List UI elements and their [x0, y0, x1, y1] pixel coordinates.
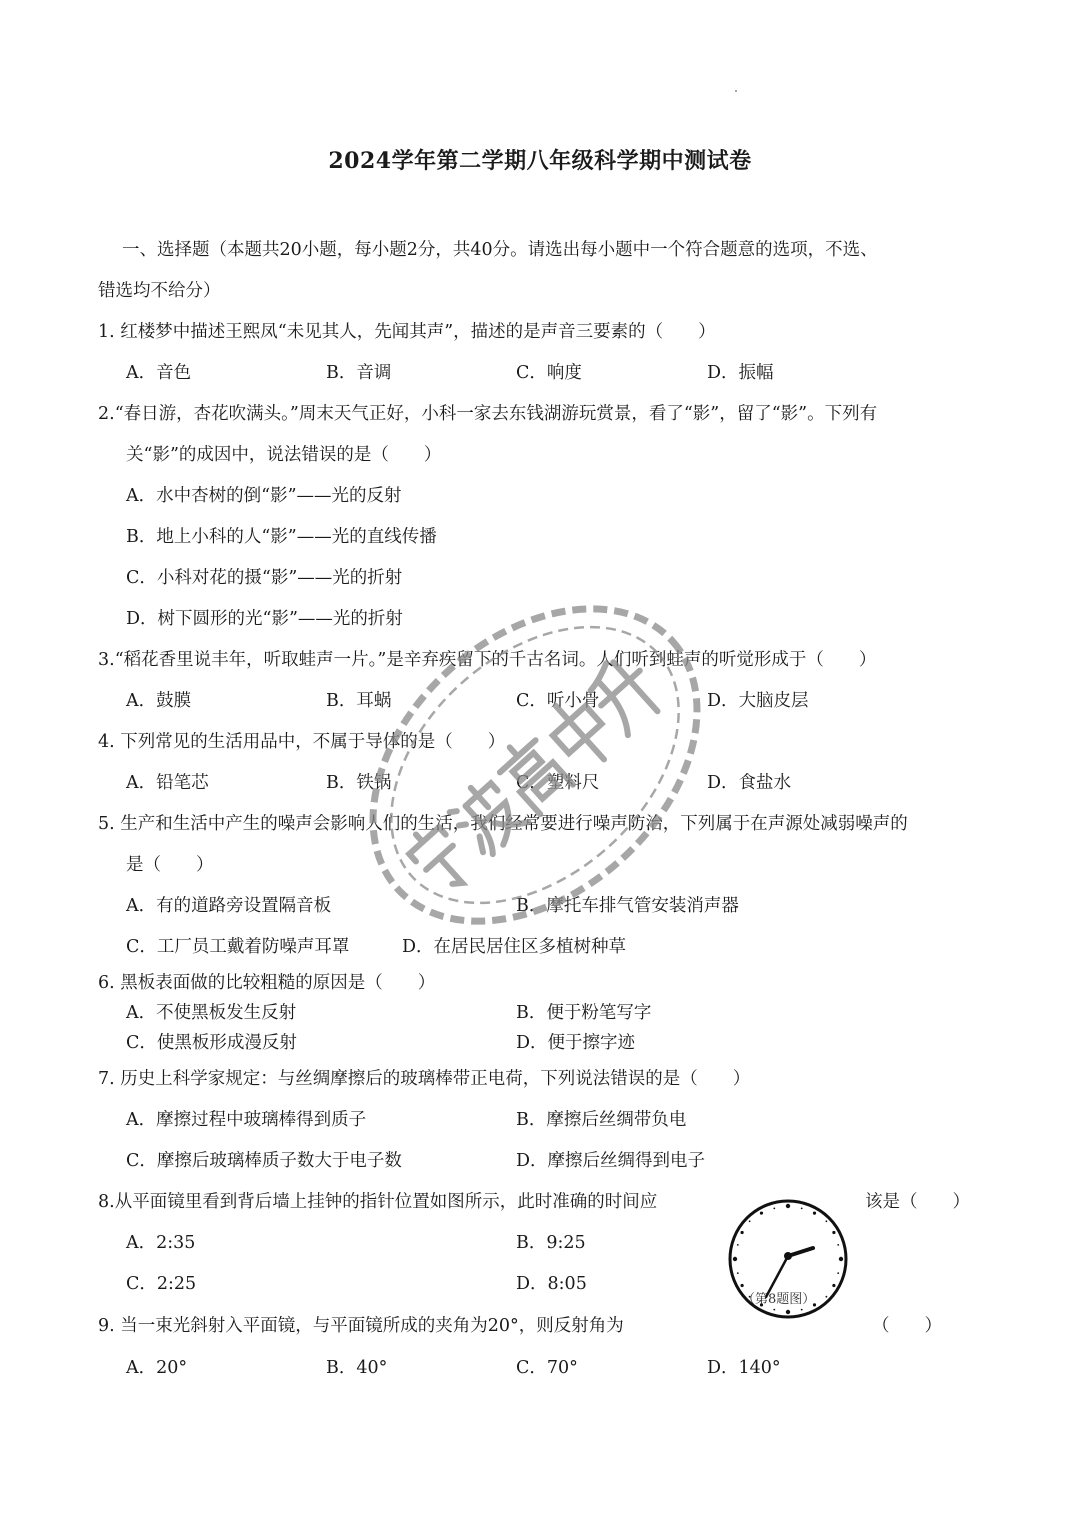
question-number: 1. — [98, 322, 115, 342]
watermark-stamp — [330, 585, 740, 945]
question-2-line-2: 关“影”的成因中，说法错误的是（ ） — [126, 445, 442, 465]
question-number: 7. — [98, 1069, 115, 1089]
section-instructions-line-2: 错选均不给分） — [98, 281, 221, 301]
option-c: C．小科对花的摄“影”——光的折射 — [126, 568, 403, 588]
option-c: C．响度 — [516, 363, 582, 383]
question-2 — [98, 402, 877, 426]
question-text: 生产和生活中产生的噪声会影响人们的生活，我们经常要进行噪声防治，下列属于在声源处减弱噪声的 — [120, 814, 908, 834]
question-text: 红楼梦中描述王熙凤“未见其人，先闻其声”，描述的是声音三要素的（ ） — [120, 322, 716, 342]
question-text: 黑板表面做的比较粗糙的原因是（ ） — [120, 973, 436, 993]
question-text: 从平面镜里看到背后墙上挂钟的指针位置如图所示，此时准确的时间应 — [114, 1192, 658, 1212]
question-text: 下列常见的生活用品中，不属于导体的是（ ） — [120, 732, 506, 752]
question-9-answer-blank: （ ） — [872, 1316, 942, 1336]
option-c: C．塑料尺 — [516, 773, 600, 793]
question-1 — [98, 320, 716, 344]
option-d: D．140° — [707, 1358, 781, 1378]
option-a: A．音色 — [126, 363, 192, 383]
option-c: C．使黑板形成漫反射 — [126, 1033, 297, 1053]
figure-caption: （第8题图） — [742, 1292, 816, 1307]
option-b: B．地上小科的人“影”——光的直线传播 — [126, 527, 437, 547]
question-7 — [98, 1067, 750, 1091]
question-8 — [98, 1190, 657, 1214]
option-c: C．工厂员工戴着防噪声耳罩 — [126, 937, 350, 957]
option-b: B．40° — [326, 1358, 388, 1378]
question-5-line-2: 是（ ） — [126, 855, 214, 875]
option-b: B．9:25 — [516, 1233, 586, 1253]
option-a: A．铅笔芯 — [126, 773, 209, 793]
question-number: 5. — [98, 814, 115, 834]
question-number: 3. — [98, 650, 115, 670]
question-number: 8. — [98, 1192, 115, 1212]
option-b: B．摩托车排气管安装消声器 — [516, 896, 739, 916]
question-number: 6. — [98, 973, 115, 993]
scan-speck — [735, 90, 737, 92]
option-b: B．铁锅 — [326, 773, 392, 793]
option-d: D．在居民居住区多植树种草 — [402, 937, 627, 957]
question-9 — [98, 1314, 624, 1338]
question-3 — [98, 648, 876, 672]
option-d: D．便于擦字迹 — [516, 1033, 636, 1053]
option-d: D．树下圆形的光“影”——光的折射 — [126, 609, 403, 629]
option-d: D．大脑皮层 — [707, 691, 809, 711]
option-a: A．摩擦过程中玻璃棒得到质子 — [126, 1110, 367, 1130]
question-number: 4. — [98, 732, 115, 752]
section-instructions-line-1: 一、选择题（本题共20小题，每小题2分，共40分。请选出每小题中一个符合题意的选项，不选、 — [122, 240, 878, 260]
option-d: D．摩擦后丝绸得到电子 — [516, 1151, 706, 1171]
question-text: “稻花香里说丰年，听取蛙声一片。”是辛弃疾留下的千古名词。人们听到蛙声的听觉形成于（ ） — [114, 650, 877, 670]
option-b: B．耳蜗 — [326, 691, 392, 711]
option-b: B．摩擦后丝绸带负电 — [516, 1110, 687, 1130]
question-number: 2. — [98, 404, 115, 424]
option-a: A．有的道路旁设置隔音板 — [126, 896, 332, 916]
question-text: 当一束光斜射入平面镜，与平面镜所成的夹角为20°，则反射角为 — [120, 1316, 624, 1336]
question-6 — [98, 971, 435, 995]
option-d: D．8:05 — [516, 1274, 587, 1294]
option-a: A．20° — [126, 1358, 188, 1378]
option-c: C．摩擦后玻璃棒质子数大于电子数 — [126, 1151, 402, 1171]
question-text: “春日游，杏花吹满头。”周末天气正好，小科一家去东钱湖游玩赏景，看了“影”，留了“影”。下列有 — [114, 404, 878, 424]
question-4 — [98, 730, 505, 754]
question-number: 9. — [98, 1316, 115, 1336]
option-c: C．70° — [516, 1358, 578, 1378]
option-a: A．水中杏树的倒“影”——光的反射 — [126, 486, 402, 506]
option-a: A．不使黑板发生反射 — [126, 1003, 297, 1023]
option-d: D．食盐水 — [707, 773, 792, 793]
exam-title: 2024学年第二学期八年级科学期中测试卷 — [328, 148, 752, 174]
clock-center — [784, 1252, 792, 1260]
option-c: C．听小骨 — [516, 691, 600, 711]
option-b: B．便于粉笔写字 — [516, 1003, 652, 1023]
option-a: A．鼓膜 — [126, 691, 192, 711]
question-5 — [98, 812, 908, 836]
option-c: C．2:25 — [126, 1274, 197, 1294]
question-8-line-2: 该是（ ） — [865, 1192, 970, 1212]
option-b: B．音调 — [326, 363, 392, 383]
option-a: A．2:35 — [126, 1233, 196, 1253]
question-text: 历史上科学家规定：与丝绸摩擦后的玻璃棒带正电荷，下列说法错误的是（ ） — [120, 1069, 751, 1089]
option-d: D．振幅 — [707, 363, 774, 383]
